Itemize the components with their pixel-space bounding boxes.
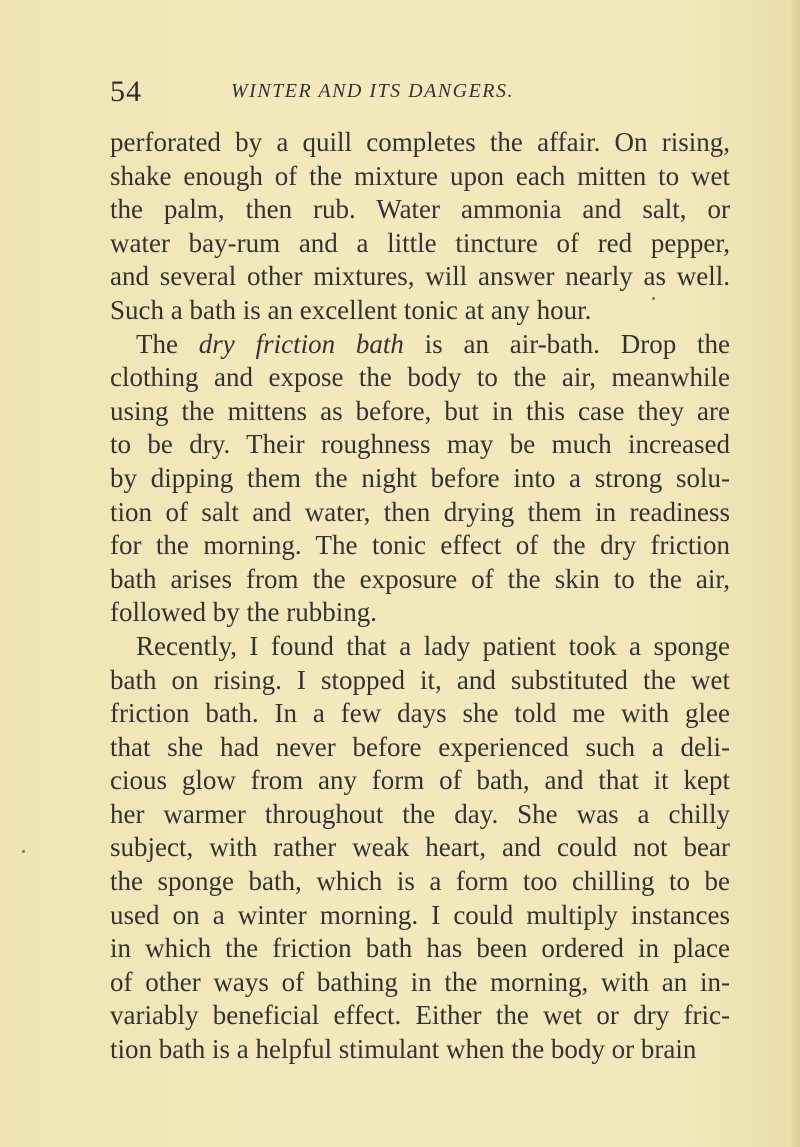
text-line: cious glow from any form of bath, and that it kept xyxy=(110,765,730,796)
text-line: friction bath. In a few days she told me with glee xyxy=(110,698,730,729)
text-run: is an air-bath. Drop the xyxy=(403,328,730,359)
text-line: shake enough of the mixture upon each mitten to wet xyxy=(110,160,730,191)
text-line: tion of salt and water, then drying them in readiness xyxy=(110,496,730,527)
running-head: WINTER AND ITS DANGERS. xyxy=(231,80,515,102)
text-line: and several other mixtures, will answer nearly as well. xyxy=(110,261,730,292)
text-line: that she had never before experienced such a deli- xyxy=(110,731,730,762)
paragraph-2 xyxy=(110,328,730,630)
text-line: water bay-rum and a little tincture of red pepper, xyxy=(110,227,730,258)
text-line: perforated by a quill completes the affair. On rising, xyxy=(110,127,730,157)
paragraph-1 xyxy=(110,126,730,328)
print-speck xyxy=(652,297,655,300)
italic-term: dry friction bath xyxy=(198,328,404,359)
page-header xyxy=(110,72,730,112)
text-line: Such a bath is an excellent tonic at any hour. xyxy=(110,294,592,325)
text-line: bath on rising. I stopped it, and substituted the wet xyxy=(110,664,730,695)
text-line: clothing and expose the body to the air, meanwhile xyxy=(110,362,730,393)
paragraph-3 xyxy=(110,630,730,1067)
text-line: bath arises from the exposure of the skin to the air, xyxy=(110,563,730,594)
text-line: in which the friction bath has been ordered in place xyxy=(110,933,730,964)
page-edge-shadow xyxy=(790,0,800,1147)
text-line: subject, with rather weak heart, and could not bear xyxy=(110,832,730,863)
text-line: her warmer throughout the day. She was a chilly xyxy=(110,798,730,829)
text-line: followed by the rubbing. xyxy=(110,597,377,628)
text-line: the palm, then rub. Water ammonia and salt, or xyxy=(110,194,730,225)
text-line: used on a winter morning. I could multiply instances xyxy=(110,899,730,930)
text-line: the sponge bath, which is a form too chilling to be xyxy=(110,866,730,897)
text-line: variably beneficial effect. Either the wet or dry fric- xyxy=(110,1000,730,1031)
print-speck xyxy=(22,850,25,853)
body-text xyxy=(110,126,730,1067)
text-line: by dipping them the night before into a strong solu- xyxy=(110,462,730,493)
text-line: using the mittens as before, but in this case they are xyxy=(110,395,730,426)
text-run: The xyxy=(136,328,199,359)
text-line: Recently, I found that a lady patient took a sponge xyxy=(136,630,730,661)
text-line: of other ways of bathing in the morning, with an in- xyxy=(110,966,730,997)
text-line: for the morning. The tonic effect of the dry friction xyxy=(110,530,730,561)
text-line: tion bath is a helpful stimulant when the body or brain xyxy=(110,1034,697,1065)
text-line xyxy=(110,328,730,362)
text-line: to be dry. Their roughness may be much increased xyxy=(110,429,730,460)
page-number: 54 xyxy=(110,75,142,108)
